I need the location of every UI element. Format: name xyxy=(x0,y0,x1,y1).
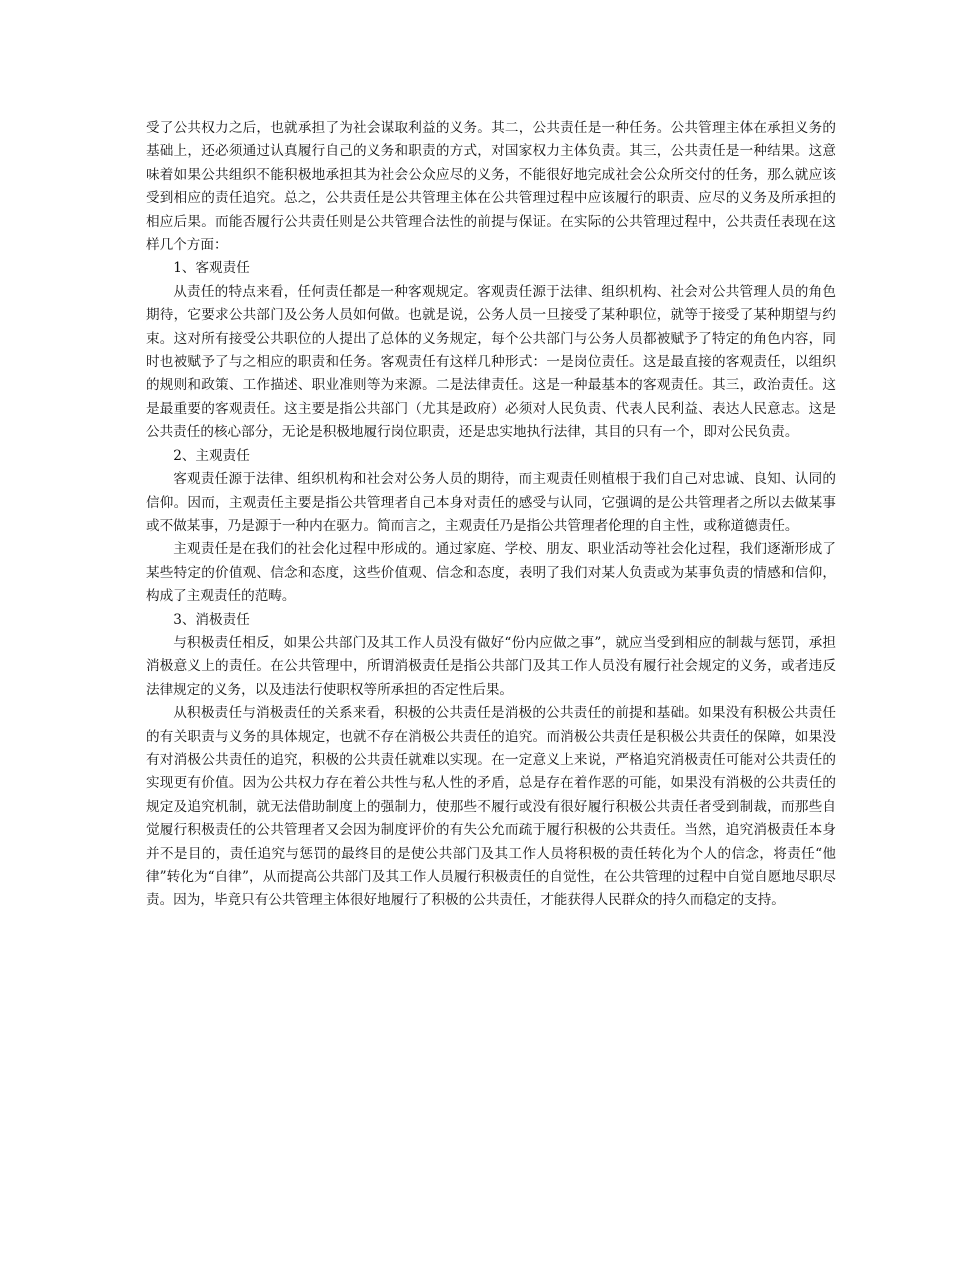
section-heading-objective-responsibility: 1、客观责任 xyxy=(173,260,250,277)
paragraph-negative-responsibility-definition: 与积极责任相反，如果公共部门及其工作人员没有做好“份内应做之事”，就应当受到相应的制裁与惩罚，承担消极意义上的责任。在公共管理中，所谓消极责任是指公共部门及其工作人员没有履行社会规定的义务，或者违反法律规定的义务，以及违法行使职权等所承担的否定性后果。 xyxy=(146,634,836,698)
paragraph-intro-continued: 受了公共权力之后，也就承担了为社会谋取利益的义务。其二，公共责任是一种任务。公共管理主体在承担义务的基础上，还必须通过认真履行自己的义务和职责的方式，对国家权力主体负责。其三，公共责任是一种结果。这意味着如果公共组织不能积极地承担其为社会公众应尽的义务，不能很好地完成社会公众所交付的任务，那么就应该受到相应的责任追究。总之，公共责任是公共管理主体在公共管理过程中应该履行的职责、应尽的义务及所承担的相应后果。而能否履行公共责任则是公共管理合法性的前提与保证。在实际的公共管理过程中，公共责任表现在这样几个方面： xyxy=(146,120,836,254)
paragraph-objective-responsibility: 从责任的特点来看，任何责任都是一种客观规定。客观责任源于法律、组织机构、社会对公共管理人员的角色期待，它要求公共部门及公务人员如何做。也就是说，公务人员一旦接受了某种职位，就等于接受了某种期望与约束。这对所有接受公共职位的人提出了总体的义务规定，每个公共部门与公务人员都被赋予了特定的角色内容，同时也被赋予了与之相应的职责和任务。客观责任有这样几种形式：一是岗位责任。这是最直接的客观责任，以组织的规则和政策、工作描述、职业准则等为来源。二是法律责任。这是一种最基本的客观责任。其三，政治责任。这是最重要的客观责任。这主要是指公共部门（尤其是政府）必须对人民负责、代表人民利益、表达人民意志。这是公共责任的核心部分，无论是积极地履行岗位职责，还是忠实地执行法律，其目的只有一个，即对公民负责。 xyxy=(146,283,836,441)
paragraph-subjective-responsibility-definition: 客观责任源于法律、组织机构和社会对公务人员的期待，而主观责任则植根于我们自己对忠诚、良知、认同的信仰。因而，主观责任主要是指公共管理者自己本身对责任的感受与认同，它强调的是公共管理者之所以去做某事或不做某事，乃是源于一种内在驱力。简而言之，主观责任乃是指公共管理者伦理的自主性，或称道德责任。 xyxy=(146,471,836,534)
paragraph-subjective-responsibility-formation: 主观责任是在我们的社会化过程中形成的。通过家庭、学校、朋友、职业活动等社会化过程，我们逐渐形成了某些特定的价值观、信念和态度，这些价值观、信念和态度，表明了我们对某人负责或为某事负责的情感和信仰，构成了主观责任的范畴。 xyxy=(146,541,836,605)
document-body xyxy=(146,117,836,913)
paragraph-positive-negative-relationship: 从积极责任与消极责任的关系来看，积极的公共责任是消极的公共责任的前提和基础。如果没有积极公共责任的有关职责与义务的具体规定，也就不存在消极公共责任的追究。而消极公共责任是积极公共责任的保障，如果没有对消极公共责任的追究，积极的公共责任就难以实现。在一定意义上来说，严格追究消极责任可能对公共责任的实现更有价值。因为公共权力存在着公共性与私人性的矛盾，总是存在着作恶的可能，如果没有消极的公共责任的规定及追究机制，就无法借助制度上的强制力，使那些不履行或没有很好履行积极公共责任者受到制裁，而那些自觉履行积极责任的公共管理者又会因为制度评价的有失公允而疏于履行积极的公共责任。当然，追究消极责任本身并不是目的，责任追究与惩罚的最终目的是使公共部门及其工作人员将积极的责任转化为个人的信念，将责任“他律”转化为“自律”，从而提高公共部门及其工作人员履行积极责任的自觉性，在公共管理的过程中自觉自愿地尽职尽责。因为，毕竟只有公共管理主体很好地履行了积极的公共责任，才能获得人民群众的持久而稳定的支持。 xyxy=(146,705,836,909)
section-heading-negative-responsibility: 3、消极责任 xyxy=(173,611,250,628)
section-heading-subjective-responsibility: 2、主观责任 xyxy=(173,447,250,464)
